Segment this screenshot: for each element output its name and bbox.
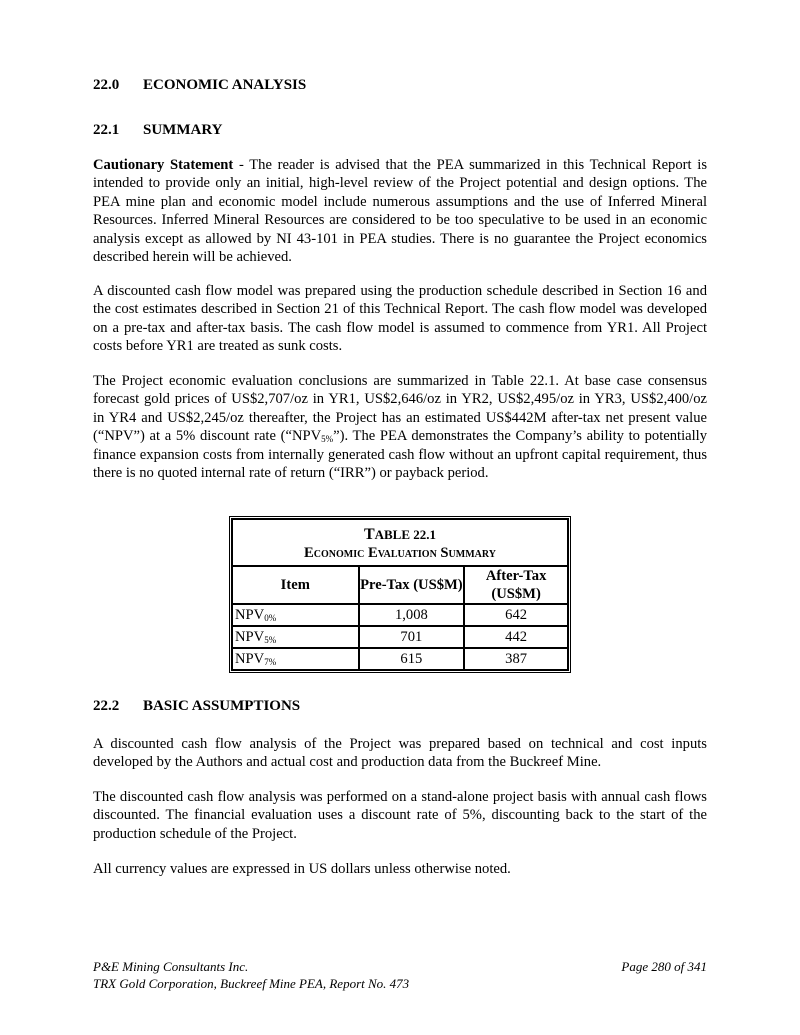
row-pretax: 701 bbox=[359, 626, 465, 648]
header-aftertax: After-Tax (US$M) bbox=[464, 566, 568, 604]
paragraph-assumptions-2: The discounted cash flow analysis was performed on a stand-alone project basis with annual cash flows discounted. The financial evaluation uses a discount rate of 5%, discounting back to the start of the production schedule of the Project. bbox=[93, 789, 707, 842]
table-caption bbox=[232, 519, 568, 566]
table-number: TABLE 22.1 bbox=[363, 526, 437, 543]
table-number-text: ABLE 22.1 bbox=[374, 527, 437, 542]
section-heading-22-2 bbox=[93, 697, 300, 715]
section-title: SUMMARY bbox=[143, 122, 223, 138]
header-pretax: Pre-Tax (US$M) bbox=[359, 566, 465, 604]
footer-page-number: Page 280 of 341 bbox=[621, 959, 707, 974]
section-title: ECONOMIC ANALYSIS bbox=[143, 77, 307, 93]
table-row bbox=[232, 626, 568, 648]
row-aftertax: 642 bbox=[464, 604, 568, 626]
table-row bbox=[232, 604, 568, 626]
section-heading-22-1 bbox=[93, 121, 222, 139]
economic-evaluation-table bbox=[229, 516, 571, 673]
section-number: 22.0 bbox=[93, 77, 120, 93]
section-number: 22.1 bbox=[93, 122, 120, 138]
evaluation-text-part2: ”). The PEA demonstrates the Company’s ability to potentially finance expansion costs from internally generated cash flow without an upfront capital requirement, thus there is no quoted internal rate of return (“IRR”) or payback period. bbox=[93, 428, 708, 482]
row-label: $NPV_{7\%}$ bbox=[232, 648, 359, 670]
paragraph-assumptions-3: All currency values are expressed in US dollars unless otherwise noted. bbox=[93, 861, 511, 877]
row-label: $NPV_{5\%}$ bbox=[232, 626, 359, 648]
section-number: 22.2 bbox=[93, 698, 120, 714]
table-row bbox=[232, 648, 568, 670]
page-footer bbox=[93, 958, 707, 992]
cautionary-text: - The reader is advised that the PEA summarized in this Technical Report is intended to provide only an initial, high-level review of the Project potential and design options. The PEA mine plan and economic model include numerous assumptions and the use of Inferred Mineral Resources. Inferred Mineral Resources are considered to be too speculative to be used in an economic analysis except as allowed by NI 43-101 in PEA studies. There is no guarantee the Project economics described herein will be achieved. bbox=[93, 157, 707, 266]
row-aftertax: 442 bbox=[464, 626, 568, 648]
header-item: Item bbox=[232, 566, 359, 604]
paragraph-economic-evaluation bbox=[93, 372, 707, 482]
evaluation-text-part1: The Project economic evaluation conclusions are summarized in Table 22.1. At base case consensus forecast gold prices of US$2,707/oz in YR1, US$2,646/oz in YR2, US$2,495/oz in YR3, US$2,400/oz in YR4 and US$2,245/oz thereafter, the Project has an estimated US$442M after-tax net present value (“NPV”) at a 5% discount rate (“NPV bbox=[93, 373, 707, 445]
cautionary-statement bbox=[93, 156, 707, 266]
footer-report: TRX Gold Corporation, Buckreef Mine PEA, Report No. 473 bbox=[93, 976, 410, 991]
paragraph-assumptions-1: A discounted cash flow analysis of the Project was prepared based on technical and cost inputs developed by the Authors and actual cost and production data from the Buckreef Mine. bbox=[93, 736, 707, 771]
row-aftertax: 387 bbox=[464, 648, 568, 670]
cautionary-label: Cautionary Statement bbox=[93, 157, 234, 173]
footer-company: P&E Mining Consultants Inc. bbox=[93, 959, 249, 974]
row-pretax: 615 bbox=[359, 648, 465, 670]
row-label: $NPV_{0\%}$ bbox=[232, 604, 359, 626]
row-pretax: 1,008 bbox=[359, 604, 465, 626]
section-title: BASIC ASSUMPTIONS bbox=[143, 698, 301, 714]
paragraph-cashflow-model: A discounted cash flow model was prepared using the production schedule described in Section 16 and the cost estimates described in Section 21 of this Technical Report. The cash flow model was developed on a pre-tax and after-tax basis. The cash flow model is assumed to commence from YR1. All Project costs before YR1 are treated as sunk costs. bbox=[93, 283, 707, 355]
table-title: Economic Evaluation Summary bbox=[304, 545, 496, 561]
section-heading-22 bbox=[93, 76, 306, 94]
npv-subscript: 5% bbox=[321, 434, 334, 445]
